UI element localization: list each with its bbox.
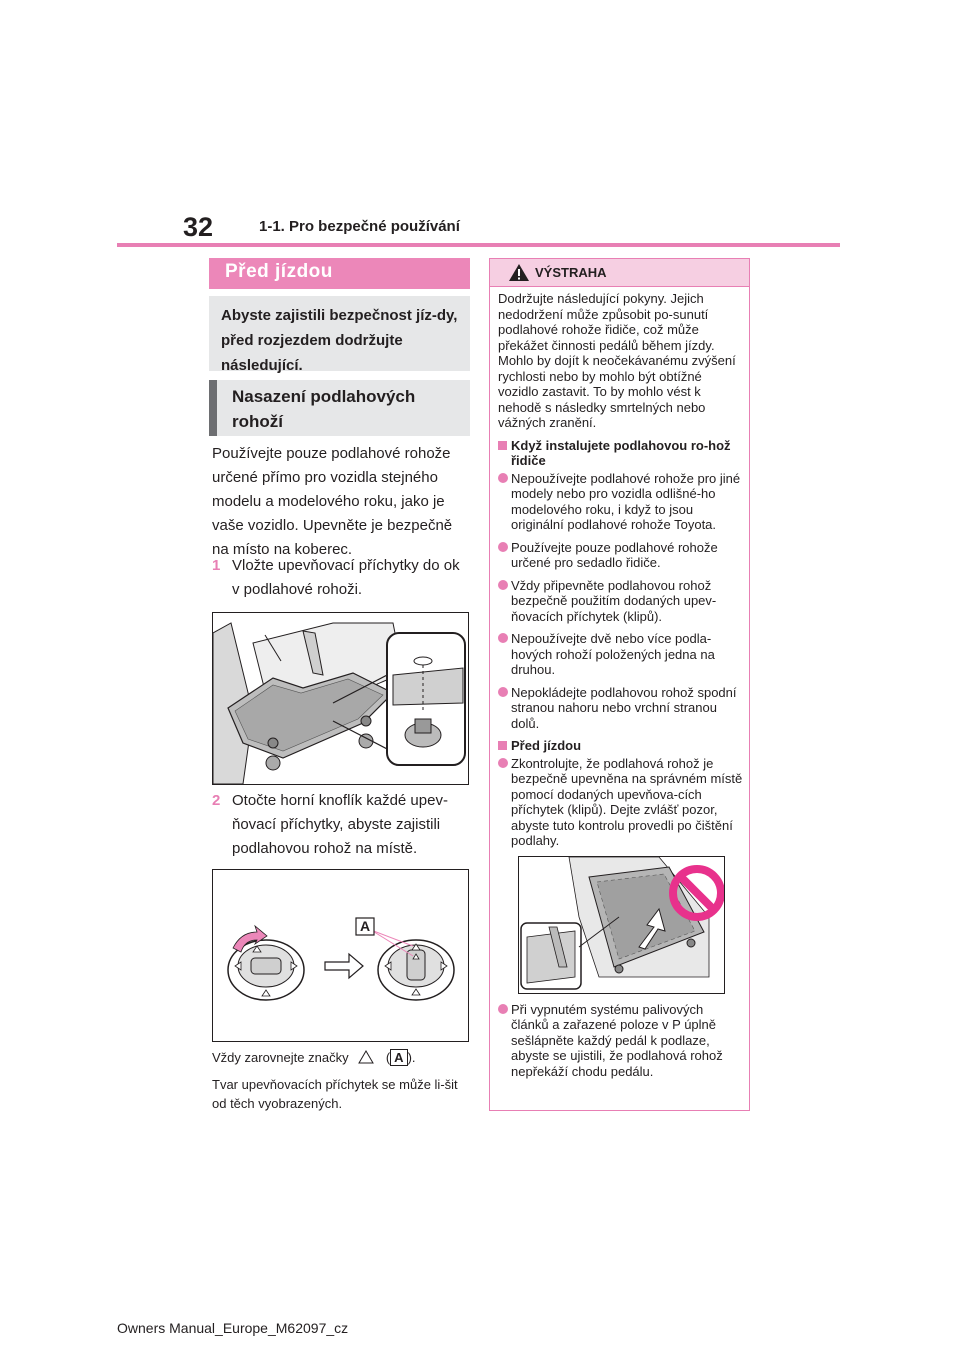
warning-item: Zkontrolujte, že podlahová rohož je bezpečně upevněna na správném místě pomocí dodaných upevňova-cích příchytek (klipů). Dejte zvlášť pozor, abyste tuto kontrolu provedli po čištění podlahy. [498, 756, 743, 849]
warning-body [498, 291, 743, 1086]
warning-section-heading: Když instalujete podlahovou ro-hož řidiče [498, 438, 743, 469]
step-1 [212, 554, 470, 602]
footer: Owners Manual_Europe_M62097_cz [117, 1320, 349, 1336]
figure-label: A [360, 918, 371, 934]
caption-align-marks [212, 1048, 474, 1067]
warning-triangle-icon [508, 263, 530, 282]
body-paragraph: Používejte pouze podlahové rohože určené přímo pro vozidla stejného modelu a modelového roku, jako je vaše vozidlo. Upevněte je bezpečně na místo na koberec. [212, 445, 453, 558]
step-number: 1 [212, 557, 221, 574]
warning-item: Při vypnutém systému palivových článků a zařazené poloze v P úplně sešlápněte každý pedál k podlaze, abyste se ujistili, že podlahová rohož nepřekáží chodu pedálu. [498, 1002, 743, 1080]
page-number: 32 [183, 212, 214, 242]
header-rule [117, 243, 840, 247]
caption-note: Tvar upevňovacích příchytek se může li-šit od těch vyobrazených. [212, 1077, 458, 1111]
step-text: Vložte upevňovací příchytky do ok v podlahové rohoži. [232, 557, 460, 598]
caption-open: ( [385, 1050, 391, 1065]
warning-box [489, 258, 750, 1111]
figure-mat-installation [212, 612, 469, 785]
subheading: Nasazení podlahových rohoží [209, 380, 470, 436]
warning-item: Nepoužívejte dvě nebo více podla-hových rohoží položených jedna na druhou. [498, 631, 743, 678]
triangle-mark-icon [358, 1050, 374, 1064]
clip-rotation-illustration [213, 870, 468, 1041]
mat-clip-illustration [213, 613, 468, 784]
warning-item: Vždy připevněte podlahovou rohož bezpečně použitím dodaných upev-ňovacích příchytek (klipů). [498, 578, 743, 625]
right-arrow-icon [325, 954, 363, 978]
caption-text: Vždy zarovnejte značky [212, 1050, 349, 1065]
warning-item: Nepokládejte podlahovou rohož spodní stranou nahoru nebo vrchní stranou dolů. [498, 685, 743, 732]
caption-close: ). [407, 1050, 416, 1065]
warning-header [490, 259, 749, 287]
warning-item: Nepoužívejte podlahové rohože pro jiné modely nebo pro vozidla odlišné-ho modelového roku, i když to jsou originální podlahové rohože Toyota. [498, 471, 743, 533]
topic-title: Před jízdou [209, 258, 470, 289]
step-number: 2 [212, 792, 221, 809]
warning-intro: Dodržujte následující pokyny. Jejich nedodržení může způsobit po-sunutí podlahové rohože řidiče, což může překážet činnosti pedálů během jízdy. Mohlo by dojít k neočekávanému zvýšení rychlosti nebo by mohlo být obtížné vozidlo zastavit. To by mohlo vést k nehodě s následky smrtelných nebo vážných zranění. [498, 291, 736, 430]
intro-box: Abyste zajistili bezpečnost jíz-dy, před rozjezdem dodržujte následující. [209, 296, 470, 371]
warning-item: Používejte pouze podlahové rohože určené pro sedadlo řidiče. [498, 540, 743, 571]
section-title: 1-1. Pro bezpečné používání [259, 218, 460, 235]
warning-title: VÝSTRAHA [535, 265, 607, 280]
figure-mat-wrong [518, 856, 725, 994]
step-2 [212, 789, 470, 861]
figure-clip-rotation [212, 869, 469, 1042]
step-text: Otočte horní knoflík každé upev-ňovací příchytky, abyste zajistili podlahovou rohož na místě. [232, 792, 448, 857]
caption-label-box: A [390, 1049, 407, 1066]
warning-section-heading: Před jízdou [498, 738, 743, 754]
mat-hazard-illustration [519, 857, 724, 993]
